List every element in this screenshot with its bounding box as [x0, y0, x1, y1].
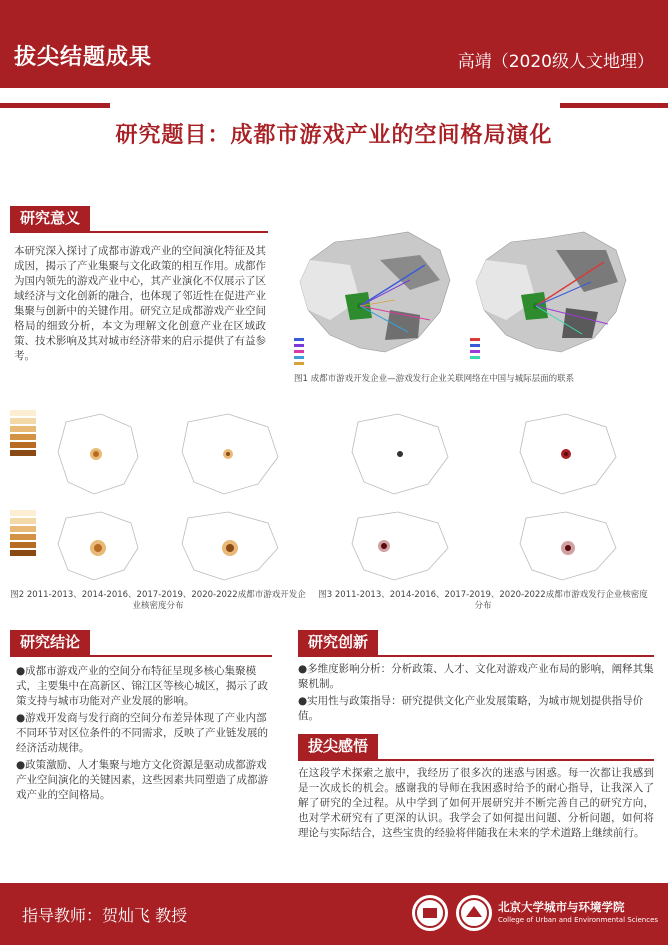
title-rule-left [0, 103, 110, 108]
conclusion-item: ●成都市游戏产业的空间分布特征呈现多核心集聚模式，主要集中在高新区、锦江区等核心城区，揭示了政策支持与城市功能对产业发展的影响。 [16, 665, 268, 707]
innovation-list [298, 662, 654, 726]
brand-title: 拔尖结题成果 [14, 45, 153, 70]
china-network-map-icon [466, 220, 634, 370]
figure2-panel-1 [6, 402, 154, 504]
section-heading-significance: 研究意义 [10, 206, 90, 231]
innovation-item: ●多维度影响分析：分析政策、人才、文化对游戏产业布局的影响，阐释其集聚机制。 [298, 663, 654, 690]
section-heading-innovation: 研究创新 [298, 630, 378, 655]
china-network-map-icon [290, 220, 458, 370]
density-legend [10, 510, 36, 558]
school-name: 北京大学城市与环境学院 [498, 900, 625, 914]
significance-text: 本研究深入探讨了成都市游戏产业的空间演化特征及其成因，揭示了产业集聚与文化政策的相互作用。成都作为国内领先的游戏产业中心，其产业演化不仅展示了区域经济与文化创新的融合，也体现了邻近性在促进产业集聚与创新中的关键作用。研究立足成都游戏产业空间格局的细致分析，本文为理解文化创意产业在区域政策、技术影响及其对城市经济带来的启示提供了有益参考。 [14, 245, 266, 362]
poster-footer [0, 883, 668, 945]
figure3-panel-2 [486, 402, 646, 504]
chengdu-density-map-icon [158, 402, 306, 504]
figure3-panel-3 [318, 508, 478, 588]
figure1-map-right [466, 220, 634, 370]
figure2-panel-2 [158, 402, 306, 504]
chengdu-density-map-icon [318, 508, 478, 588]
figure2-caption: 图2 2011-2013、2014-2016、2017-2019、2020-2022成都市游戏开发企业核密度分布 [10, 590, 306, 611]
figure3-panel-1 [318, 402, 478, 504]
pku-logo [412, 895, 448, 931]
figure2-panel-4 [158, 508, 306, 588]
title-rule-right [560, 103, 668, 108]
chengdu-density-map-icon [486, 402, 646, 504]
author-info: 高靖（2020级人文地理） [457, 52, 654, 72]
innovation-item: ●实用性与政策指导：研究提供文化产业发展策略，为城市规划提供指导价值。 [298, 695, 644, 722]
figure1-map-left [290, 220, 458, 370]
section-rule-conclusion [10, 655, 272, 657]
figure3-caption: 图3 2011-2013、2014-2016、2017-2019、2020-2022成都市游戏发行企业核密度分布 [318, 590, 648, 611]
figure2-panel-3 [6, 508, 154, 588]
poster-header [0, 0, 668, 88]
research-title: 研究题目：成都市游戏产业的空间格局演化 [115, 123, 553, 148]
density-legend [10, 410, 36, 458]
section-rule-innovation [298, 655, 654, 657]
chengdu-density-map-icon [158, 508, 306, 588]
section-rule-feelings [298, 759, 654, 761]
chengdu-density-map-icon [318, 402, 478, 504]
section-heading-feelings: 拔尖感悟 [298, 734, 378, 759]
college-seal-icon [458, 897, 490, 929]
conclusion-list [16, 664, 268, 805]
school-name-en: College of Urban and Environmental Sciences [498, 916, 659, 924]
conclusion-item: ●政策激励、人才集聚与地方文化资源是驱动成都游戏产业空间演化的关键因素，这些因素共同塑造了成都游戏产业的空间格局。 [16, 759, 268, 801]
advisor-info: 指导教师：贺灿飞 教授 [22, 906, 188, 925]
figure1-caption: 图1 成都市游戏开发企业—游戏发行企业关联网络在中国与城际层面的联系 [294, 374, 575, 384]
section-heading-conclusion: 研究结论 [10, 630, 90, 655]
section-rule-significance [10, 231, 268, 233]
feelings-text: 在这段学术探索之旅中，我经历了很多次的迷惑与困惑。每一次都让我感到是一次成长的机会。感谢我的导师在我困惑时给予的耐心指导，让我深入了解了研究的全过程。从中学到了如何开展研究并不断完善自己的研究方向，也对学术研究有了更深的认识。我学会了如何提出问题、分析问题，如何将理论与实际结合，这些宝贵的经验将伴随我在未来的学术道路上继续前行。 [298, 767, 654, 839]
chengdu-density-map-icon [486, 508, 646, 588]
conclusion-item: ●游戏开发商与发行商的空间分布差异体现了产业内部不同环节对区位条件的不同需求，反映了产业链发展的经济活动规律。 [16, 712, 268, 754]
pku-seal-icon [414, 897, 446, 929]
figure3-panel-4 [486, 508, 646, 588]
college-logo [456, 895, 492, 931]
